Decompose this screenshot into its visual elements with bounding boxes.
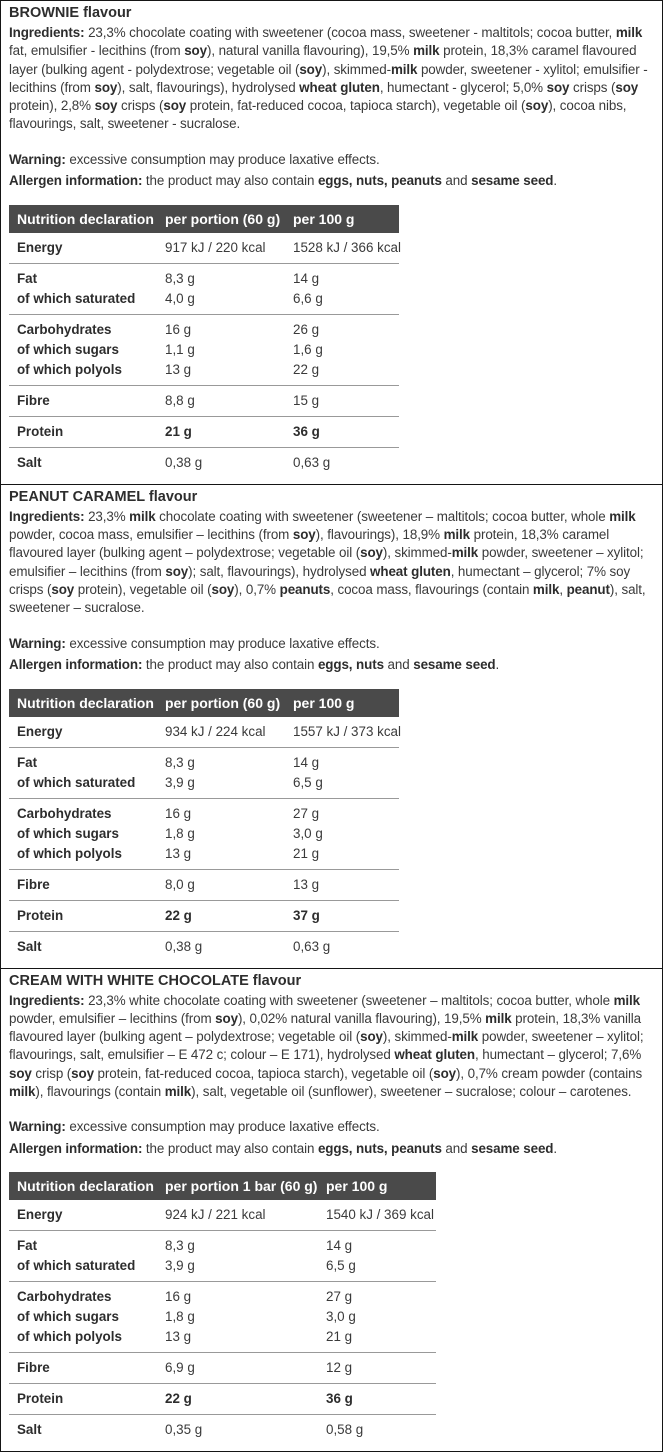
nutrient-value-per-portion: 16 g — [165, 805, 192, 821]
section-title: BROWNIE flavour — [9, 5, 132, 21]
nutrient-value-per-portion: 917 kJ / 220 kcal — [165, 239, 266, 255]
emphasized-text: peanut — [566, 581, 610, 597]
nutrition-row-group — [9, 1415, 436, 1446]
nutrition-row-group — [9, 1282, 436, 1353]
nutrition-row-group — [9, 717, 399, 748]
notices — [9, 149, 654, 192]
emphasized-text: milk — [9, 1084, 36, 1100]
emphasized-text: milk — [613, 992, 640, 1008]
emphasized-text: soy — [299, 61, 323, 77]
nutrition-row-group — [9, 869, 399, 900]
emphasized-text: milk — [451, 545, 479, 561]
nutrition-row-group — [9, 1231, 436, 1282]
nutrition-row — [9, 1256, 436, 1282]
emphasized-text: soy — [215, 1010, 238, 1026]
nutrient-value-per-100g: 1,6 g — [293, 341, 323, 357]
nutrient-value-per-portion: 16 g — [165, 321, 192, 337]
nutrition-header-row — [9, 689, 399, 717]
nutrient-value-per-100g: 0,58 g — [326, 1422, 364, 1438]
nutrient-value-per-100g: 12 g — [326, 1360, 353, 1376]
nutrition-table — [9, 689, 399, 962]
nutrient-label: Carbohydrates — [17, 321, 112, 337]
nutrition-row — [9, 360, 399, 386]
nutrient-value-per-100g: 27 g — [293, 805, 320, 821]
nutrition-row — [9, 340, 399, 360]
emphasized-text: soy — [9, 1065, 32, 1081]
nutrition-row-group — [9, 447, 399, 478]
nutrition-row — [9, 1353, 436, 1384]
nutrition-row-group — [9, 314, 399, 385]
nutrient-label: Protein — [17, 907, 64, 923]
emphasized-text: Warning: — [9, 635, 70, 651]
emphasized-text: milk — [443, 527, 470, 543]
notices — [9, 1116, 654, 1159]
emphasized-text: soy — [165, 563, 189, 579]
nutrition-table-head — [9, 1172, 436, 1200]
nutrient-label: of which polyols — [17, 361, 122, 377]
nutrition-column-header: per portion 1 bar (60 g) — [157, 1172, 318, 1200]
nutrient-value-per-portion: 8,3 g — [165, 1238, 195, 1254]
nutrient-value-per-100g: 36 g — [293, 423, 320, 439]
nutrient-value-per-portion: 1,8 g — [165, 1309, 195, 1325]
emphasized-text: Warning: — [9, 1119, 70, 1135]
nutrient-label: Protein — [17, 1391, 64, 1407]
emphasized-text: soy — [184, 43, 207, 59]
emphasized-text: Ingredients: — [9, 25, 89, 40]
ingredients-text: Ingredients: 23,3% white chocolate coating with sweetener (sweetener – maltitols; cocoa butter, whole milk powder, emulsifier – lecithins (from soy), 0,02% natural vanilla flavouring), 19,5% milk protein, 18,3% vanilla flavoured layer (bulking agent – polydextrose; vegetable oil (soy), skimmed-milk powder, sweetener – xylitol; flavourings, salt, emulsifier – E 472 c; colour – E 171), hydrolysed wheat gluten, humectant – glycerol; 7,6% soy crisp (soy protein, fat-reduced cocoa, tapioca starch), vegetable oil (soy), 0,7% cream powder (contains milk), flavourings (contain milk), salt, vegetable oil (sunflower), sweetener – sucralose; colour – carotenes. — [9, 992, 644, 1100]
nutrition-row-group — [9, 798, 399, 869]
emphasized-text: milk — [129, 508, 156, 524]
nutrition-row-group — [9, 900, 399, 931]
nutrient-value-per-100g: 3,0 g — [293, 825, 323, 841]
emphasized-text: eggs, nuts — [317, 657, 384, 673]
nutrient-value-per-100g: 6,5 g — [326, 1258, 356, 1274]
nutrient-label: Salt — [17, 938, 42, 954]
emphasized-text: wheat gluten — [299, 79, 380, 95]
emphasized-text: milk — [390, 61, 418, 77]
warning-text: Warning: excessive consumption may produce laxative effects. — [9, 635, 380, 651]
emphasized-text: Warning: — [9, 151, 70, 167]
nutrient-value-per-portion: 13 g — [165, 845, 192, 861]
nutrition-row — [9, 233, 399, 264]
flavour-section — [0, 0, 663, 485]
nutrient-label: of which sugars — [17, 341, 119, 357]
nutrient-value-per-100g: 6,6 g — [293, 290, 323, 306]
nutrient-value-per-100g: 37 g — [293, 907, 320, 923]
nutrition-row — [9, 447, 399, 478]
nutrition-column-header: per 100 g — [318, 1172, 436, 1200]
nutrient-value-per-portion: 16 g — [165, 1289, 192, 1305]
nutrient-value-per-portion: 0,38 g — [165, 938, 203, 954]
nutrient-label: Carbohydrates — [17, 1289, 112, 1305]
emphasized-text: Ingredients: — [9, 992, 89, 1008]
nutrient-value-per-100g: 27 g — [326, 1289, 353, 1305]
nutrient-value-per-portion: 3,9 g — [165, 774, 195, 790]
emphasized-text: milk — [609, 508, 636, 524]
nutrient-value-per-portion: 934 kJ / 224 kcal — [165, 723, 266, 739]
warning-text: Warning: excessive consumption may produce laxative effects. — [9, 1119, 380, 1135]
nutrient-value-per-portion: 6,9 g — [165, 1360, 195, 1376]
emphasized-text: soy — [51, 581, 75, 597]
section-title: CREAM WITH WHITE CHOCOLATE flavour — [9, 972, 302, 989]
nutrient-value-per-100g: 0,63 g — [293, 454, 331, 470]
nutrition-row-group — [9, 263, 399, 314]
nutrition-table — [9, 1172, 436, 1445]
emphasized-text: soy — [211, 581, 235, 597]
nutrient-label: Fibre — [17, 392, 50, 408]
emphasized-text: milk — [164, 1084, 192, 1100]
section-title: PEANUT CARAMEL flavour — [9, 488, 198, 505]
nutrition-row-group — [9, 385, 399, 416]
emphasized-text: sesame seed — [471, 1140, 554, 1156]
emphasized-text: Allergen information: — [9, 657, 146, 673]
nutrition-row — [9, 289, 399, 315]
nutrition-column-header: per portion (60 g) — [157, 689, 285, 717]
emphasized-text: milk — [532, 581, 560, 597]
emphasized-text: wheat gluten — [394, 1047, 475, 1063]
nutrition-row — [9, 1415, 436, 1446]
nutrition-row-group — [9, 1200, 436, 1231]
nutrition-row — [9, 773, 399, 799]
nutrition-row — [9, 314, 399, 340]
flavour-section — [0, 968, 663, 1452]
nutrient-value-per-100g: 14 g — [326, 1238, 353, 1254]
emphasized-text: Allergen information: — [9, 173, 146, 189]
nutrient-value-per-100g: 21 g — [326, 1329, 353, 1345]
nutrition-header-row — [9, 205, 399, 233]
emphasized-text: soy — [433, 1065, 456, 1081]
emphasized-text: Allergen information: — [9, 1140, 146, 1156]
nutrition-row — [9, 385, 399, 416]
nutrient-value-per-100g: 14 g — [293, 270, 320, 286]
nutrient-value-per-portion: 8,3 g — [165, 270, 195, 286]
nutrient-value-per-100g: 21 g — [293, 845, 320, 861]
nutrient-value-per-100g: 22 g — [293, 361, 320, 377]
nutrient-value-per-100g: 26 g — [293, 321, 320, 337]
flavour-section — [0, 484, 663, 969]
nutrient-value-per-100g: 36 g — [326, 1391, 353, 1407]
nutrient-label: of which polyols — [17, 845, 122, 861]
nutrition-row — [9, 844, 399, 870]
nutrition-row — [9, 1327, 436, 1353]
nutrition-row-group — [9, 931, 399, 962]
nutrition-row — [9, 1307, 436, 1327]
nutrient-label: of which polyols — [17, 1329, 122, 1345]
nutrition-row — [9, 869, 399, 900]
nutrition-row-group — [9, 1384, 436, 1415]
nutrition-table-head — [9, 205, 399, 233]
nutrition-row — [9, 931, 399, 962]
nutrition-row — [9, 1231, 436, 1257]
nutrition-column-header: per 100 g — [285, 689, 399, 717]
nutrition-row-group — [9, 747, 399, 798]
nutrient-value-per-portion: 21 g — [165, 423, 192, 439]
nutrition-column-header: Nutrition declaration — [9, 205, 157, 233]
emphasized-text: eggs, nuts, peanuts — [317, 173, 442, 189]
nutrient-value-per-100g: 14 g — [293, 754, 320, 770]
nutrition-row — [9, 717, 399, 748]
emphasized-text: milk — [485, 1010, 512, 1026]
emphasized-text: milk — [413, 43, 440, 59]
nutrient-value-per-100g: 1540 kJ / 369 kcal — [326, 1207, 434, 1223]
nutrition-row-group — [9, 1353, 436, 1384]
nutrient-label: of which sugars — [17, 825, 119, 841]
emphasized-text: milk — [451, 1029, 479, 1045]
nutrition-table — [9, 205, 399, 478]
nutrition-header-row — [9, 1172, 436, 1200]
nutrition-table-head — [9, 689, 399, 717]
nutrient-value-per-portion: 4,0 g — [165, 290, 195, 306]
nutrient-label: Fibre — [17, 1360, 50, 1376]
nutrient-label: Fat — [17, 270, 38, 286]
nutrition-row — [9, 747, 399, 773]
nutrient-value-per-portion: 8,8 g — [165, 392, 195, 408]
nutrient-value-per-portion: 8,3 g — [165, 754, 195, 770]
nutrient-label: Salt — [17, 454, 42, 470]
nutrient-label: Salt — [17, 1422, 42, 1438]
nutrient-value-per-portion: 8,0 g — [165, 876, 195, 892]
allergen-text: Allergen information: the product may also contain eggs, nuts and sesame seed. — [9, 657, 500, 673]
nutrient-value-per-portion: 13 g — [165, 1329, 192, 1345]
emphasized-text: soy — [360, 1029, 383, 1045]
nutrient-value-per-portion: 0,35 g — [165, 1422, 203, 1438]
nutrient-label: of which saturated — [17, 774, 136, 790]
emphasized-text: soy — [94, 98, 118, 114]
emphasized-text: soy — [163, 98, 187, 114]
nutrient-label: Fat — [17, 1238, 38, 1254]
nutrient-value-per-100g: 6,5 g — [293, 774, 323, 790]
nutrient-value-per-100g: 3,0 g — [326, 1309, 356, 1325]
emphasized-text: milk — [615, 25, 643, 40]
nutrient-label: Protein — [17, 423, 64, 439]
nutrient-label: of which saturated — [17, 1258, 136, 1274]
emphasized-text: soy — [615, 79, 639, 95]
nutrient-value-per-portion: 22 g — [165, 907, 192, 923]
nutrient-value-per-100g: 13 g — [293, 876, 320, 892]
nutrient-label: Energy — [17, 723, 63, 739]
nutrient-label: Energy — [17, 1207, 63, 1223]
emphasized-text: soy — [71, 1065, 94, 1081]
nutrient-value-per-portion: 13 g — [165, 361, 192, 377]
nutrient-value-per-100g: 1557 kJ / 373 kcal — [293, 723, 401, 739]
emphasized-text: sesame seed — [413, 657, 496, 673]
emphasized-text: soy — [94, 79, 118, 95]
nutrient-value-per-portion: 22 g — [165, 1391, 192, 1407]
nutrient-value-per-100g: 1528 kJ / 366 kcal — [293, 239, 401, 255]
nutrient-value-per-portion: 3,9 g — [165, 1258, 195, 1274]
emphasized-text: peanuts — [279, 581, 331, 597]
nutrient-label: Energy — [17, 239, 63, 255]
nutrient-value-per-portion: 0,38 g — [165, 454, 203, 470]
nutrition-row-group — [9, 233, 399, 264]
nutrient-value-per-portion: 1,1 g — [165, 341, 195, 357]
nutrition-row — [9, 1282, 436, 1308]
nutrition-column-header: per 100 g — [285, 205, 399, 233]
ingredients-text: Ingredients: 23,3% chocolate coating with sweetener (cocoa mass, sweetener - maltitols; cocoa butter, milk fat, emulsifier - lecithins (from soy), natural vanilla flavouring), 19,5% milk protein, 18,3% caramel flavoured layer (bulking agent - polydextrose; vegetable oil (soy), skimmed-milk powder, sweetener - xylitol; emulsifier - lecithins (from soy), salt, flavourings), hydrolysed wheat gluten, humectant - glycerol; 5,0% soy crisps (soy protein), 2,8% soy crisps (soy protein, fat-reduced cocoa, tapioca starch), vegetable oil (soy), cocoa nibs, flavourings, salt, sweetener - sucralose. — [9, 25, 648, 132]
emphasized-text: sesame seed — [471, 173, 554, 189]
emphasized-text: Ingredients: — [9, 508, 89, 524]
allergen-text: Allergen information: the product may also contain eggs, nuts, peanuts and sesame seed. — [9, 173, 558, 189]
nutrition-column-header: Nutrition declaration — [9, 689, 157, 717]
emphasized-text: soy — [546, 79, 570, 95]
emphasized-text: soy — [292, 527, 316, 543]
emphasized-text: soy — [360, 545, 383, 561]
warning-text: Warning: excessive consumption may produce laxative effects. — [9, 151, 380, 167]
nutrition-row — [9, 1384, 436, 1415]
nutrient-value-per-100g: 0,63 g — [293, 938, 331, 954]
nutrient-value-per-100g: 15 g — [293, 392, 320, 408]
nutrient-value-per-portion: 1,8 g — [165, 825, 195, 841]
nutrition-row — [9, 900, 399, 931]
nutrient-label: Fat — [17, 754, 38, 770]
nutrient-label: Fibre — [17, 876, 50, 892]
notices — [9, 633, 654, 676]
ingredients-text: Ingredients: 23,3% milk chocolate coating with sweetener (sweetener – maltitols; cocoa butter, whole milk powder, cocoa mass, emulsifier – lecithins (from soy), flavourings), 18,9% milk protein, 18,3% caramel flavoured layer (bulking agent – polydextrose; vegetable oil (soy), skimmed-milk powder, sweetener – xylitol; emulsifier – lecithins (from soy); salt, flavourings), hydrolysed wheat gluten, humectant – glycerol; 7% soy crisps (soy protein), vegetable oil (soy), 0,7% peanuts, cocoa mass, flavourings (contain milk, peanut), salt, sweetener – sucralose. — [9, 508, 646, 616]
nutrient-value-per-portion: 924 kJ / 221 kcal — [165, 1207, 266, 1223]
emphasized-text: wheat gluten — [370, 563, 451, 579]
nutrition-column-header: Nutrition declaration — [9, 1172, 157, 1200]
nutrition-column-header: per portion (60 g) — [157, 205, 285, 233]
nutrition-row — [9, 824, 399, 844]
nutrient-label: Carbohydrates — [17, 805, 112, 821]
nutrition-row — [9, 263, 399, 289]
nutrition-row — [9, 416, 399, 447]
nutrition-row-group — [9, 416, 399, 447]
nutrition-row — [9, 1200, 436, 1231]
allergen-text: Allergen information: the product may also contain eggs, nuts, peanuts and sesame seed. — [9, 1140, 558, 1156]
nutrient-label: of which sugars — [17, 1309, 119, 1325]
nutrition-row — [9, 798, 399, 824]
emphasized-text: soy — [525, 98, 549, 114]
emphasized-text: eggs, nuts, peanuts — [317, 1140, 442, 1156]
nutrient-label: of which saturated — [17, 290, 136, 306]
